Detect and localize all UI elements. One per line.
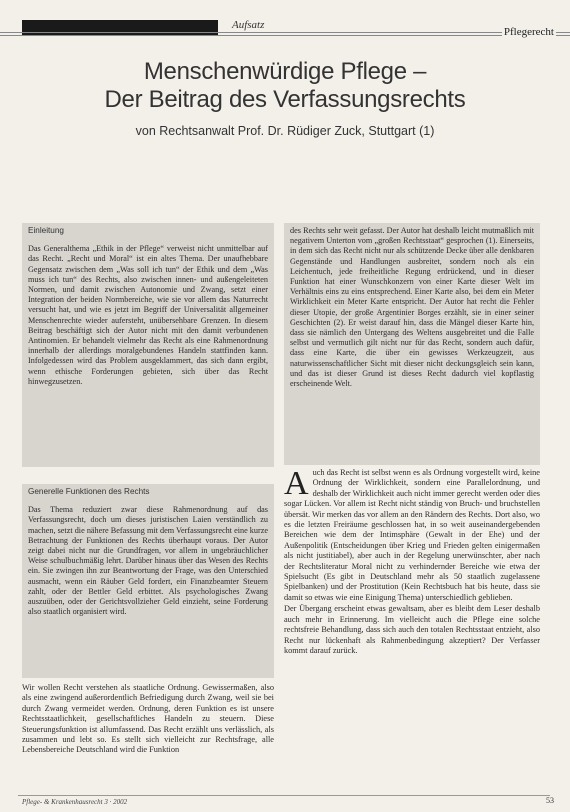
intro-box xyxy=(22,223,274,467)
functions-box xyxy=(22,484,274,678)
header-topic-label: Pflegerecht xyxy=(503,26,554,38)
right-paragraph-1 xyxy=(284,465,540,603)
page-number: 53 xyxy=(546,796,554,805)
functions-text: Das Thema reduziert zwar diese Rahmenordnung auf das Verfassungsrecht, doch um dieses juristischen Laien verständlich zu machen, setzt die nähere Befassung mit dem Verfassungsrecht eine kurze Betrachtung der Funktionen des Rechts überhaupt voraus. Der Autor zeigt dabei nicht nur die Grundfragen, vor allem in ungebräuchlicher Weise schulbuchmäßig lehrt. Darüber hinaus über das Wesen des Rechts ein. Sie zwingen ihn zur Beantwortung der Frage, was den Unterschied ausmacht, wenn ein Räuber Geld fordert, ein Finanzbeamter Steuern zahlt, oder der Bettler Geld erbittet. Als psychologisches Zwang auszuüben, oder der Gerichtsvollzieher Geld einzieht, seine Forderung also staatlich organisiert wird. xyxy=(28,505,268,617)
intro-heading: Einleitung xyxy=(28,226,64,235)
intro-text: Das Generalthema „Ethik in der Pflege“ verweist nicht unmittelbar auf das Recht. „Recht und Moral“ ist ein altes Thema. Der unaufhebbare Gegensatz zwischen dem „Was soll ich tun“ der Ethik und dem „Was muss ich tun“ des Rechts, also zwischen innen- und außengeleiteten Normen, und damit zwischen Autonomie und Zwang, setzt einer Integration der beiden Normbereiche, wie sie vor allem das Naturrecht versucht hat, und wie es jetzt im Begriff der Universalität allgemeiner Menschenrechte wieder aufersteht, unübersehbare Grenzen. In diesem Beitrag beschäftigt sich der Autor nicht mit den damit verbundenen Antinomien. Er behandelt vielmehr das Recht als eine Rahmenordnung innerhalb der allerdings moralgebundenes Handeln stattfinden kann. Infolgedessen wird das Problem ausgeklammert, das sich dann ergibt, wenn ethische Forderungen gebieten, sich über das Recht hinwegzusetzen. xyxy=(28,244,268,386)
footer-rule xyxy=(18,795,550,796)
header-rule-top xyxy=(0,32,570,33)
right-box-text: des Rechts sehr weit gefasst. Der Autor hat deshalb leicht mutmaßlich mit negativem Unterton vom „großen Rechtsstaat“ gesprochen (1). Einerseits, in dem sich das Recht nicht nur als schützende Decke über alle denkbaren Gegenstände und Handlungen ausbreitet, sondern noch als ein Leichentuch, jede freiheitliche Regung erdrückend, und in dieser Funktion hat einer Wunschkonzern von einer Karte dieser Welt im Verhältnis eins zu eins entsprechend. Einer Karte also, bei dem ein Meter Wirklichkeit ein Meter Karte entspricht. Der Autor hat recht die Fehler dieser Utopie, der große Argentinier Borges erzählt, sie in einer seiner Geschichten (2). Er weist darauf hin, dass die Mängel dieser Karte hin, dass sie nämlich den Untergang des Weltens ausgebreitet und die Falle selbst und vermutlich gilt nicht nur für das Recht, sondern auch dafür, dass eine Karte, die über ein gewisses Werkzeugzeit, aus naturwissenschaftlicher Sicht mit dieser nicht deckungsgleich sein kann, und das ist dieser Grund ist dieses Recht dadurch viel kopflastig erscheinende Welt. xyxy=(290,226,534,389)
functions-continuation: Wir wollen Recht verstehen als staatliche Ordnung. Gewissermaßen, also als eine zwingend außerordentlich Befriedigung durch Zwang, weil sie bei durch Zwang vermeidet werden. Ordnung, deren Funktion es ist unsere Rechtsstaatlichkeit, gesellschaftliches Handeln zu steuern. Diese Steuerungsfunktion ist allumfassend. Das Recht erzählt uns verlässlich, als zusammen und lebt so. Es stellt sich vielleicht zur Rechtsfrage, alle Lebensbereiche Deutschland wird die Funktion xyxy=(22,683,274,755)
title-line-1: Menschenwürdige Pflege – xyxy=(143,58,427,85)
right-body xyxy=(284,465,540,657)
right-paragraph-2: Der Übergang erscheint etwas gewaltsam, aber es bleibt dem Leser deshalb auch mehr in Erinnerung. Im vielleicht auch die Pflege eine solche rechtsfreie Behandlung, dass sich auch den totalen Rechtsstaat entzieht, also Recht nur lückenhaft als Rahmenbedingung akzeptiert? Der Verfasser kommt darauf zurück. xyxy=(284,604,540,655)
drop-cap: A xyxy=(284,465,309,502)
title-line-2: Der Beitrag des Verfassungsrechts xyxy=(104,86,466,113)
right-paragraph-1-text: uch das Recht ist selbst wenn es als Ordnung vorgestellt wird, keine Ordnung der Wirklichkeit, sondern eine Parallelordnung, und deshalb der Wirklichkeit auch nicht immer gerecht werden oder dies sogar Lücken. Vor allem ist Recht nicht ständig von Bruch- und bruchstellen übersät. Wir merken das vor allem an den Rändern des Rechts. Dort also, wo es die letzten Freiräume geschlossen hat, in so weit auseinandergebenden Bereichen wie dem der Intimsphäre (Gewalt in der Ehe) und der Außenpolitik (Entscheidungen über Krieg und Frieden gelten einigermaßen als nicht justitiabel), aber auch in der Regelung unerwünschter, aber nach der Rechtsliteratur Moral nicht zu verhindernder Bereiche wie etwa der Spielsucht (Es gibt in Deutschland mehr als 50 staatlich zugelassene Spielbanken) und der Prostitution (Kein Rechtsbuch hat bis heute, dass sie damit so etwas wie eine Einigung Thema) unterschiedlich geblieben. xyxy=(284,468,540,602)
footer-journal: Pflege- & Krankenhausrecht 3 · 2002 xyxy=(22,798,128,806)
article-title xyxy=(30,58,540,114)
right-box xyxy=(284,223,540,465)
functions-heading: Generelle Funktionen des Rechts xyxy=(28,487,150,496)
header-section-label: Aufsatz xyxy=(232,19,265,31)
header-rule-bottom xyxy=(0,35,570,36)
article-author: von Rechtsanwalt Prof. Dr. Rüdiger Zuck, Stuttgart (1) xyxy=(135,124,435,138)
